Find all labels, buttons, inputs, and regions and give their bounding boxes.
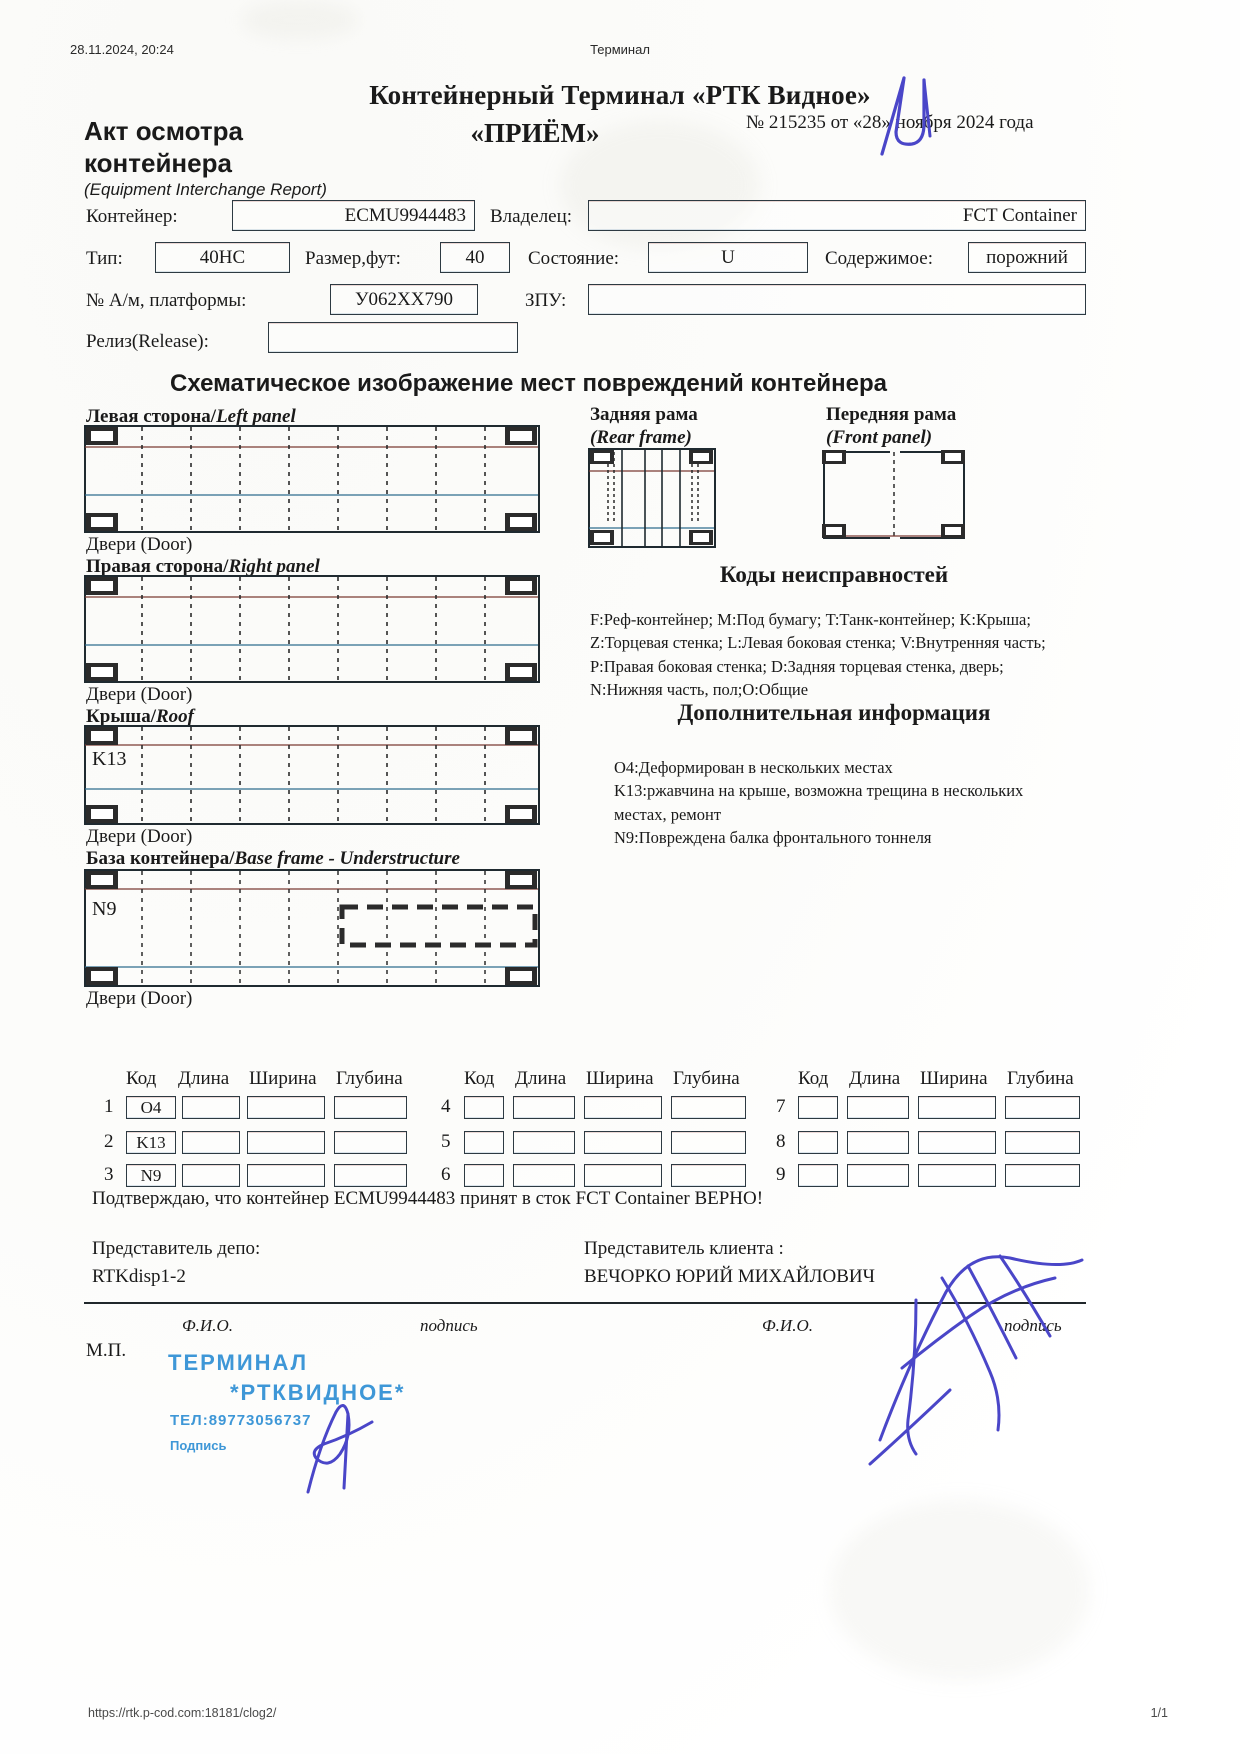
damage-width-cell[interactable]	[918, 1164, 996, 1187]
damage-code-cell[interactable]: O4	[126, 1096, 176, 1119]
damage-header-depth: Глубина	[336, 1068, 403, 1089]
additional-info-line: K13:ржавчина на крыше, возможна трещина в нескольких	[614, 781, 1024, 801]
act-title-line2: контейнера	[84, 147, 232, 178]
damage-header-length: Длина	[849, 1068, 901, 1089]
base-frame-label	[86, 848, 460, 870]
damage-header-length: Длина	[178, 1068, 230, 1089]
damage-length-cell[interactable]	[182, 1096, 240, 1119]
roof-damage-code: K13	[92, 748, 127, 770]
depot-rep-value: RTKdisp1-2	[92, 1266, 186, 1287]
size-field[interactable]: 40	[440, 242, 510, 273]
seal-field[interactable]	[588, 284, 1086, 315]
left-panel-diagram	[84, 425, 540, 533]
damage-row-index: 2	[104, 1131, 114, 1152]
damage-width-cell[interactable]	[918, 1096, 996, 1119]
right-panel-label-en: Right panel	[228, 556, 320, 577]
damage-depth-cell[interactable]	[334, 1164, 407, 1187]
container-label: Контейнер:	[86, 206, 178, 227]
owner-label: Владелец:	[490, 206, 573, 227]
damage-header-code: Код	[126, 1068, 157, 1089]
fault-code-line: N:Нижняя часть, пол;O:Общие	[590, 680, 809, 700]
stamp-line-1: ТЕРМИНАЛ	[168, 1350, 309, 1375]
base-frame-door-label: Двери (Door)	[86, 988, 193, 1009]
fio-right-caption: Ф.И.О.	[762, 1316, 813, 1335]
type-label: Тип:	[86, 248, 123, 269]
damage-depth-cell[interactable]	[334, 1131, 407, 1154]
damage-code-cell[interactable]	[798, 1164, 838, 1187]
damage-width-cell[interactable]	[584, 1096, 662, 1119]
size-label: Размер,фут:	[305, 248, 401, 269]
additional-info-line: N9:Повреждена балка фронтального тоннеля	[614, 828, 932, 848]
front-panel-diagram	[820, 448, 968, 544]
depot-rep-label: Представитель депо:	[92, 1238, 261, 1259]
damage-code-cell[interactable]: N9	[126, 1164, 176, 1187]
damage-code-cell[interactable]	[798, 1096, 838, 1119]
act-title-line1: Акт осмотра	[84, 116, 243, 146]
signature-right-caption: подпись	[1004, 1316, 1062, 1335]
damage-width-cell[interactable]	[584, 1164, 662, 1187]
damage-header-depth: Глубина	[1007, 1068, 1074, 1089]
additional-info-line: местах, ремонт	[614, 804, 722, 824]
damage-header-width: Ширина	[920, 1068, 988, 1089]
rear-frame-label-ru: Задняя рама	[590, 404, 698, 425]
damage-header-length: Длина	[515, 1068, 567, 1089]
company-heading: Контейнерный Терминал «РТК Видное»	[369, 80, 871, 110]
roof-panel-label-en: Roof	[156, 706, 194, 727]
signature-divider	[84, 1302, 1086, 1304]
roof-panel-label-ru: Крыша/	[86, 706, 156, 727]
left-panel-label-ru: Левая сторона/	[86, 406, 217, 427]
damage-depth-cell[interactable]	[671, 1164, 746, 1187]
client-rep-value: ВЕЧОРКО ЮРИЙ МИХАЙЛОВИЧ	[584, 1266, 876, 1287]
owner-field[interactable]: FCT Container	[588, 200, 1086, 231]
damage-header-code: Код	[464, 1068, 495, 1089]
damage-row-index: 1	[104, 1096, 114, 1117]
scan-artifact	[830, 1500, 1090, 1680]
damage-depth-cell[interactable]	[671, 1131, 746, 1154]
front-panel-label-en: (Front panel)	[826, 427, 933, 448]
contents-field[interactable]: порожний	[968, 242, 1086, 273]
damage-length-cell[interactable]	[847, 1096, 909, 1119]
left-panel-label-en: Left panel	[216, 406, 296, 427]
type-field[interactable]: 40HC	[155, 242, 290, 273]
damage-header-code: Код	[798, 1068, 829, 1089]
rear-frame-diagram	[588, 448, 716, 548]
damage-depth-cell[interactable]	[671, 1096, 746, 1119]
damage-length-cell[interactable]	[513, 1131, 575, 1154]
base-frame-label-en: Base frame - Understructure	[234, 848, 460, 869]
damage-depth-cell[interactable]	[1005, 1096, 1080, 1119]
right-panel-diagram	[84, 575, 540, 683]
additional-info-line: O4:Деформирован в нескольких местах	[614, 758, 893, 777]
release-field[interactable]	[268, 322, 518, 353]
damage-length-cell[interactable]	[182, 1131, 240, 1154]
damage-depth-cell[interactable]	[1005, 1164, 1080, 1187]
operation-heading: «ПРИЁМ»	[470, 118, 600, 148]
stamp-line-4: Подпись	[170, 1438, 227, 1453]
fault-code-line: P:Правая боковая стенка; D:Задняя торцевая стенка, дверь;	[590, 656, 1004, 676]
schematic-section-title: Схематическое изображение мест повреждений контейнера	[170, 370, 887, 397]
damage-depth-cell[interactable]	[1005, 1131, 1080, 1154]
right-panel-label-ru: Правая сторона/	[86, 556, 229, 577]
damage-marker	[342, 907, 535, 945]
condition-field[interactable]: U	[648, 242, 808, 273]
damage-length-cell[interactable]	[513, 1164, 575, 1187]
base-frame-label-ru: База контейнера/	[86, 848, 235, 869]
damage-code-cell[interactable]	[464, 1164, 504, 1187]
damage-code-cell[interactable]	[464, 1131, 504, 1154]
roof-panel-diagram	[84, 725, 540, 825]
vehicle-field[interactable]: У062ХХ790	[330, 284, 478, 315]
rear-frame-label-en: (Rear frame)	[590, 427, 692, 448]
terminal-stamp	[160, 1350, 420, 1460]
damage-row-index: 8	[776, 1131, 786, 1152]
damage-length-cell[interactable]	[847, 1164, 909, 1187]
damage-width-cell[interactable]	[247, 1164, 325, 1187]
damage-width-cell[interactable]	[247, 1131, 325, 1154]
fault-codes-legend	[590, 608, 1060, 702]
seal-place-label: М.П.	[86, 1340, 127, 1361]
vehicle-label: № А/м, платформы:	[86, 290, 247, 311]
contents-label: Содержимое:	[825, 248, 933, 269]
print-date: 28.11.2024, 20:24	[70, 42, 174, 57]
damage-row-index: 5	[441, 1131, 451, 1152]
container-field[interactable]: ECMU9944483	[232, 200, 475, 231]
client-signature	[850, 1240, 1110, 1470]
roof-door-label: Двери (Door)	[86, 826, 193, 847]
additional-info-title: Дополнительная информация	[677, 700, 991, 725]
damage-width-cell[interactable]	[584, 1131, 662, 1154]
confirmation-text: Подтверждаю, что контейнер ECMU9944483 принят в сток FCT Container ВЕРНО!	[92, 1188, 764, 1209]
damage-length-cell[interactable]	[182, 1164, 240, 1187]
damage-length-cell[interactable]	[847, 1131, 909, 1154]
depot-signature	[286, 1396, 396, 1506]
print-url: https://rtk.p-cod.com:18181/clog2/	[88, 1706, 277, 1720]
client-rep-label: Представитель клиента :	[584, 1238, 784, 1259]
left-panel-door-label: Двери (Door)	[86, 534, 193, 555]
seal-label: ЗПУ:	[525, 290, 567, 311]
scan-artifact	[240, 0, 360, 40]
damage-depth-cell[interactable]	[334, 1096, 407, 1119]
fault-codes-title: Коды неисправностей	[719, 562, 949, 587]
page-title	[84, 116, 364, 180]
damage-width-cell[interactable]	[918, 1131, 996, 1154]
print-page-number: 1/1	[1150, 1706, 1168, 1720]
damage-length-cell[interactable]	[513, 1096, 575, 1119]
base-frame-diagram	[84, 869, 540, 987]
right-panel-door-label: Двери (Door)	[86, 684, 193, 705]
additional-info-body	[614, 756, 1084, 850]
stamp-line-3: ТЕЛ:89773056737	[170, 1412, 312, 1429]
fio-left-caption: Ф.И.О.	[182, 1316, 233, 1335]
base-frame-damage-code: N9	[92, 898, 117, 920]
damage-row-index: 9	[776, 1164, 786, 1185]
release-label: Релиз(Release):	[86, 331, 209, 352]
front-panel-label-ru: Передняя рама	[826, 404, 957, 425]
damage-row-index: 7	[776, 1096, 786, 1117]
damage-row-index: 3	[104, 1164, 114, 1185]
damage-code-cell[interactable]: K13	[126, 1131, 176, 1154]
signature-left-caption: подпись	[420, 1316, 478, 1335]
damage-code-cell[interactable]	[464, 1096, 504, 1119]
document-number: № 215235 от «28» ноября 2024 года	[746, 112, 1034, 133]
damage-header-width: Ширина	[586, 1068, 654, 1089]
damage-row-index: 6	[441, 1164, 451, 1185]
damage-width-cell[interactable]	[247, 1096, 325, 1119]
act-title-english: (Equipment Interchange Report)	[84, 180, 327, 199]
damage-header-depth: Глубина	[673, 1068, 740, 1089]
fault-code-line: Z:Торцевая стенка; L:Левая боковая стенка; V:Внутренняя часть;	[590, 633, 1046, 653]
damage-header-width: Ширина	[249, 1068, 317, 1089]
damage-row-index: 4	[441, 1096, 451, 1117]
condition-label: Состояние:	[528, 248, 620, 269]
browser-page-title: Терминал	[590, 42, 650, 57]
fault-code-line: F:Реф-контейнер; M:Под бумагу; T:Танк-контейнер; K:Крыша;	[590, 610, 1031, 629]
damage-code-cell[interactable]	[798, 1131, 838, 1154]
stamp-line-2: *РТКВИДНОЕ*	[230, 1380, 406, 1405]
